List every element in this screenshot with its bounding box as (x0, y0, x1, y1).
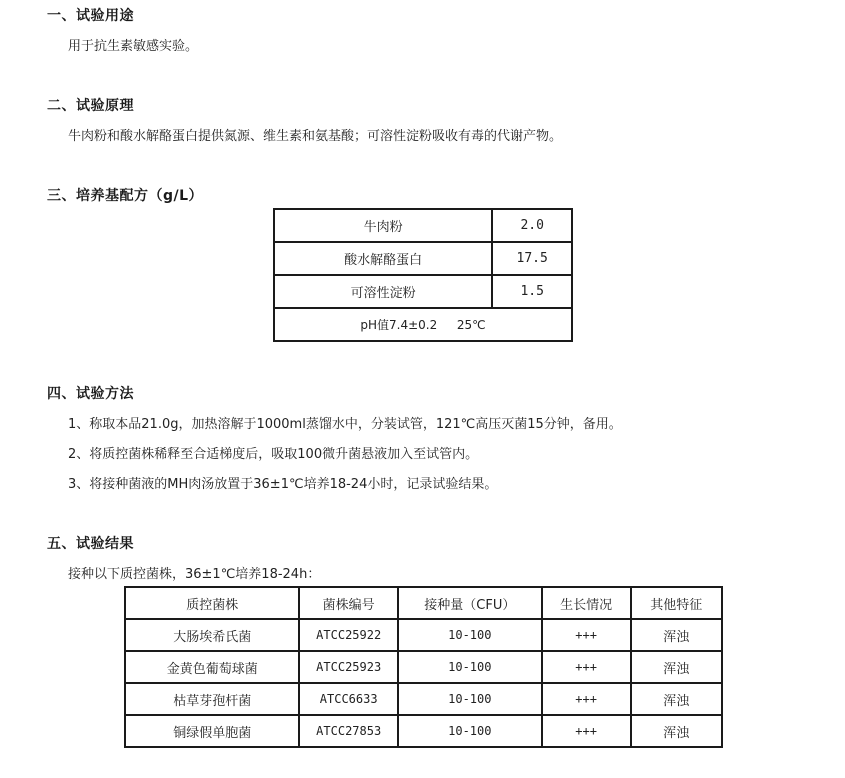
section-heading-purpose: 一、试验用途 (47, 8, 134, 24)
formula-ph-footer: pH值7.4±0.2 25℃ (274, 308, 572, 341)
method-step: 1、称取本品21.0g，加热溶解于1000ml蒸馏水中，分装试管，121℃高压灭菌15分钟，备用。 (68, 417, 622, 432)
strain-name: 铜绿假单胞菌 (125, 715, 299, 747)
formula-ingredient: 可溶性淀粉 (274, 275, 492, 308)
table-row (125, 651, 722, 683)
growth-status: +++ (542, 715, 631, 747)
formula-amount: 1.5 (492, 275, 572, 308)
formula-ingredient: 酸水解酪蛋白 (274, 242, 492, 275)
growth-status: +++ (542, 619, 631, 651)
method-step: 2、将质控菌株稀释至合适梯度后，吸取100微升菌悬液加入至试管内。 (68, 447, 479, 462)
other-feature: 浑浊 (631, 619, 722, 651)
principle-text: 牛肉粉和酸水解酪蛋白提供氮源、维生素和氨基酸；可溶性淀粉吸收有毒的代谢产物。 (68, 129, 563, 144)
other-feature: 浑浊 (631, 683, 722, 715)
column-header: 质控菌株 (125, 587, 299, 619)
inoculum-amount: 10-100 (398, 715, 542, 747)
inoculum-amount: 10-100 (398, 683, 542, 715)
table-row (125, 683, 722, 715)
section-heading-results: 五、试验结果 (47, 536, 134, 552)
column-header: 生长情况 (542, 587, 631, 619)
column-header: 其他特征 (631, 587, 722, 619)
table-row (125, 715, 722, 747)
strain-id: ATCC25922 (299, 619, 398, 651)
growth-status: +++ (542, 651, 631, 683)
formula-amount: 17.5 (492, 242, 572, 275)
results-intro: 接种以下质控菌株，36±1℃培养18-24h： (68, 567, 321, 582)
section-heading-formula: 三、培养基配方（g/L） (47, 188, 204, 204)
column-header: 菌株编号 (299, 587, 398, 619)
results-table (124, 586, 723, 748)
table-row (274, 308, 572, 341)
table-row (274, 209, 572, 242)
strain-id: ATCC6633 (299, 683, 398, 715)
table-row (274, 242, 572, 275)
section-heading-method: 四、试验方法 (47, 386, 134, 402)
table-row (274, 275, 572, 308)
other-feature: 浑浊 (631, 715, 722, 747)
strain-name: 大肠埃希氏菌 (125, 619, 299, 651)
strain-name: 金黄色葡萄球菌 (125, 651, 299, 683)
inoculum-amount: 10-100 (398, 619, 542, 651)
inoculum-amount: 10-100 (398, 651, 542, 683)
formula-table (273, 208, 573, 342)
strain-name: 枯草芽孢杆菌 (125, 683, 299, 715)
strain-id: ATCC27853 (299, 715, 398, 747)
purpose-text: 用于抗生素敏感实验。 (68, 39, 199, 54)
other-feature: 浑浊 (631, 651, 722, 683)
formula-ingredient: 牛肉粉 (274, 209, 492, 242)
column-header: 接种量（CFU） (398, 587, 542, 619)
table-row (125, 619, 722, 651)
method-step: 3、将接种菌液的MH肉汤放置于36±1℃培养18-24小时，记录试验结果。 (68, 477, 498, 492)
strain-id: ATCC25923 (299, 651, 398, 683)
section-heading-principle: 二、试验原理 (47, 98, 134, 114)
formula-amount: 2.0 (492, 209, 572, 242)
table-header-row (125, 587, 722, 619)
growth-status: +++ (542, 683, 631, 715)
